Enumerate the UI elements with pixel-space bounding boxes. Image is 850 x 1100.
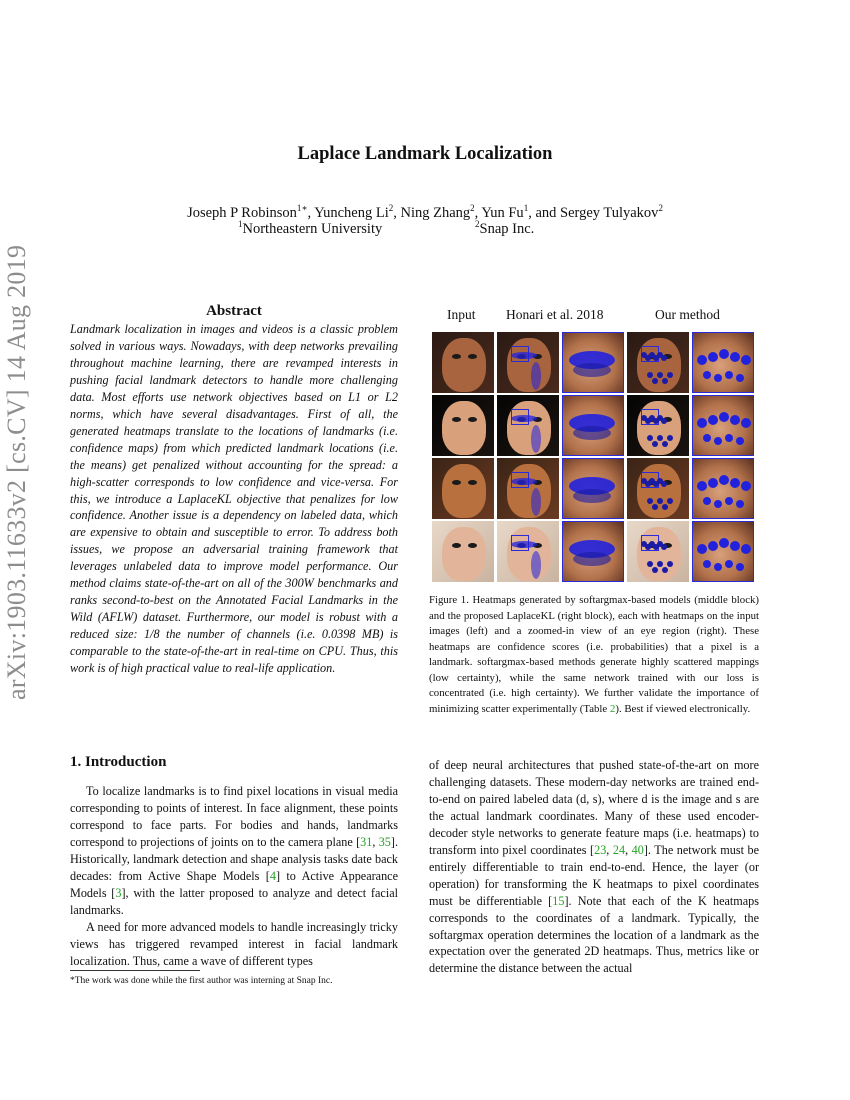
figure-cell <box>432 395 494 456</box>
heatmap-scatter <box>511 478 537 485</box>
citation-link[interactable]: 15 <box>552 893 565 908</box>
affiliation-2: $^2$Snap Inc. <box>475 219 535 237</box>
heatmap-scatter <box>511 415 537 422</box>
heatmap-point <box>661 544 667 550</box>
figure-cell <box>497 521 559 582</box>
heatmap-point-zoom <box>741 355 751 365</box>
paper-title: Laplace Landmark Localization <box>297 144 553 164</box>
eye-illustration <box>452 417 461 422</box>
heatmap-scatter-zoom <box>573 489 611 503</box>
eye-illustration <box>468 543 477 548</box>
heatmap-point-zoom <box>741 418 751 428</box>
eye-illustration <box>452 354 461 359</box>
heatmap-point <box>662 378 668 384</box>
heatmap-scatter <box>511 541 537 548</box>
citation-link[interactable]: 31 <box>360 834 373 849</box>
footnote: *The work was done while the first author was interning at Snap Inc. <box>70 976 333 986</box>
citation-link[interactable]: 40 <box>631 842 644 857</box>
figure-cell <box>627 332 689 393</box>
heatmap-point-zoom <box>703 434 711 442</box>
heatmap-scatter-zoom <box>573 552 611 566</box>
heatmap-point <box>652 378 658 384</box>
heatmap-point <box>662 504 668 510</box>
heatmap-point-zoom <box>697 418 707 428</box>
eye-illustration <box>468 354 477 359</box>
heatmap-point-zoom <box>697 544 707 554</box>
heatmap-point <box>661 418 667 424</box>
heatmap-point-zoom <box>703 497 711 505</box>
heatmap-point-zoom <box>730 415 740 425</box>
author-list: Joseph P Robinson$^{1∗}$, Yuncheng Li$^2$, Ning Zhang$^2$, Yun Fu$^1$, and Sergey Tulyakov$^2$ <box>187 203 663 221</box>
citation-link[interactable]: 3 <box>115 885 122 900</box>
heatmap-point-zoom <box>730 478 740 488</box>
heatmap-point-zoom <box>703 560 711 568</box>
abstract-heading: Abstract <box>206 303 262 319</box>
heatmap-point-zoom <box>714 437 722 445</box>
figure-cell <box>627 458 689 519</box>
abstract-text: Landmark localization in images and videos is a classic problem solved in various ways. Nowadays, with deep networks prevailing throughout machine learning, there are revamped interests in pushing facial landmark detectors to handle more challenging data. Most efforts use network objectives based on L1 or L2 norms, which have several disadvantages. First of all, the generated heatmaps translate to the locations of landmarks (i.e. confidence maps) from which predicted landmark locations (i.e. the means) get penalized without accounting for the spread: a high-scatter corresponds to low confidence and vice-versa. For this, we introduce a LaplaceKL objective that penalizes for low confidence. Another issue is a dependency on labeled data, which are expensive to obtain and susceptible to error. To address both issues, we propose an adversarial training framework that leverages unlabeled data to improve model performance. Our method claims state-of-the-art on all of the 300W benchmarks and ranks second-to-best on the Annotated Facial Landmarks in the Wild (AFLW) dataset. Furthermore, our model is robust with a reduced size: 1/8 the number of channels (i.e. 0.0398 MB) is comparable to the state-of-the-art in real-time on CPU. Thus, this work is of high practical value to real-life application. <box>70 322 398 676</box>
heatmap-point-zoom <box>714 500 722 508</box>
table-reference-link[interactable]: 2 <box>609 702 616 715</box>
eye-illustration <box>468 417 477 422</box>
figure-cell <box>627 395 689 456</box>
heatmap-scatter <box>531 362 541 390</box>
face-illustration <box>442 464 486 518</box>
footnote-rule <box>70 970 200 971</box>
figure-cell <box>497 332 559 393</box>
citation-link[interactable]: 4 <box>269 868 276 883</box>
heatmap-point <box>647 498 653 504</box>
figure-cell <box>432 332 494 393</box>
eye-illustration <box>468 480 477 485</box>
heatmap-point-zoom <box>714 563 722 571</box>
intro-paragraph-2: A need for more advanced models to handle increasingly tricky views has triggered revamped interest in facial landmark localization. Thus, came a wave of different types <box>70 919 398 968</box>
heatmap-point-zoom <box>741 544 751 554</box>
heatmap-point-zoom <box>697 355 707 365</box>
figure-cell <box>692 332 754 393</box>
heatmap-point-zoom <box>714 374 722 382</box>
heatmap-point <box>652 504 658 510</box>
figure-cell <box>432 458 494 519</box>
face-illustration <box>442 527 486 581</box>
heatmap-point <box>657 372 663 378</box>
heatmap-point <box>667 435 673 441</box>
heatmap-point-zoom <box>719 475 729 485</box>
heatmap-point <box>661 481 667 487</box>
introduction-left-column <box>70 783 398 969</box>
heatmap-point-zoom <box>719 349 729 359</box>
eye-illustration <box>452 480 461 485</box>
heatmap-point <box>667 561 673 567</box>
heatmap-point <box>657 498 663 504</box>
heatmap-point <box>662 567 668 573</box>
figure-cell <box>562 395 624 456</box>
affiliation-1: $^1$Northeastern University <box>238 219 383 237</box>
heatmap-scatter <box>531 425 541 453</box>
face-illustration <box>442 338 486 392</box>
heatmap-point-zoom <box>708 478 718 488</box>
heatmap-point <box>667 498 673 504</box>
introduction-heading: 1. Introduction <box>70 754 167 770</box>
heatmap-point <box>647 372 653 378</box>
figure-cell <box>432 521 494 582</box>
heatmap-point <box>661 355 667 361</box>
heatmap-point-zoom <box>736 374 744 382</box>
heatmap-point-zoom <box>725 497 733 505</box>
heatmap-point-zoom <box>697 481 707 491</box>
heatmap-point-zoom <box>725 434 733 442</box>
heatmap-point-zoom <box>719 538 729 548</box>
figure-column-honari: Honari et al. 2018 <box>506 307 604 322</box>
heatmap-point-zoom <box>736 437 744 445</box>
heatmap-point-zoom <box>741 481 751 491</box>
heatmap-point <box>647 561 653 567</box>
citation-link[interactable]: 24 <box>612 842 626 857</box>
heatmap-point <box>662 441 668 447</box>
heatmap-scatter <box>531 488 541 516</box>
figure-column-ours: Our method <box>655 307 720 322</box>
figure-cell <box>562 458 624 519</box>
heatmap-point-zoom <box>736 563 744 571</box>
heatmap-point <box>657 435 663 441</box>
intro-paragraph-3: of deep neural architectures that pushed state-of-the-art on more challenging datasets. These modern-day networks are trained end-to-end on paired labeled data (d, s), where d is the image and s are the actual landmark coordinates. Many of these used encoder-decoder style networks to generate feature maps (i.e. heatmaps) to transform into pixel coordinates [23, 24, 40]. The network must be entirely differentiable to train end-to-end. Hence, the layer (or operation) for transforming the K heatmaps to pixel coordinates must be differentiable [15]. Note that each of the K heatmaps corresponds to the coordinates of a landmark. Typically, the softargmax operation determines the location of a landmark as the expectation over the generated 2D heatmaps. Thus, metrics like or determine the distance between the actual <box>429 758 759 976</box>
figure-cell <box>692 395 754 456</box>
figure-cell <box>627 521 689 582</box>
citation-link[interactable]: 35 <box>378 834 391 849</box>
eye-illustration <box>452 543 461 548</box>
heatmap-scatter-zoom <box>573 426 611 440</box>
figure-1-caption: Figure 1. Heatmaps generated by softargmax-based models (middle block) and the proposed LaplaceKL (right block), each with heatmaps on the input images (left) and a zoomed-in view of an eye region (right). These heatmaps are confidence scores (i.e. probabilities) that a pixel is a landmark. softargmax-based methods generate highly scattered mappings (low certainty), while the same network trained with our loss is concentrated (i.e. high certainty). We further validate the importance of minimizing scatter experimentally (Table 2). Best if viewed electronically. <box>429 594 759 715</box>
heatmap-point-zoom <box>719 412 729 422</box>
heatmap-point-zoom <box>703 371 711 379</box>
heatmap-point-zoom <box>730 541 740 551</box>
heatmap-scatter <box>531 551 541 579</box>
intro-paragraph-1: To localize landmarks is to find pixel locations in visual media corresponding to points of interest. In face alignment, these points correspond to face parts. For bodies and hands, landmarks correspond to projections of joints on to the camera plane [31, 35]. Historically, landmark detection and shape analysis tasks date back decades: from Active Shape Models [4] to Active Appearance Models [3], with the latter proposed to analyze and detect facial landmarks. <box>70 784 398 917</box>
heatmap-point-zoom <box>736 500 744 508</box>
heatmap-scatter <box>511 352 537 359</box>
introduction-right-column <box>429 757 759 977</box>
heatmap-point <box>667 372 673 378</box>
heatmap-point-zoom <box>708 541 718 551</box>
heatmap-point <box>657 561 663 567</box>
heatmap-scatter-zoom <box>573 363 611 377</box>
heatmap-point <box>647 435 653 441</box>
heatmap-point-zoom <box>708 352 718 362</box>
figure-cell <box>692 458 754 519</box>
heatmap-point <box>652 567 658 573</box>
figure-cell <box>562 521 624 582</box>
figure-cell <box>562 332 624 393</box>
face-illustration <box>442 401 486 455</box>
heatmap-point-zoom <box>708 415 718 425</box>
heatmap-point-zoom <box>725 560 733 568</box>
figure-column-input: Input <box>447 307 476 322</box>
heatmap-point-zoom <box>730 352 740 362</box>
heatmap-point-zoom <box>725 371 733 379</box>
citation-link[interactable]: 23 <box>594 842 607 857</box>
figure-cell <box>497 458 559 519</box>
heatmap-point <box>652 441 658 447</box>
figure-cell <box>497 395 559 456</box>
figure-cell <box>692 521 754 582</box>
